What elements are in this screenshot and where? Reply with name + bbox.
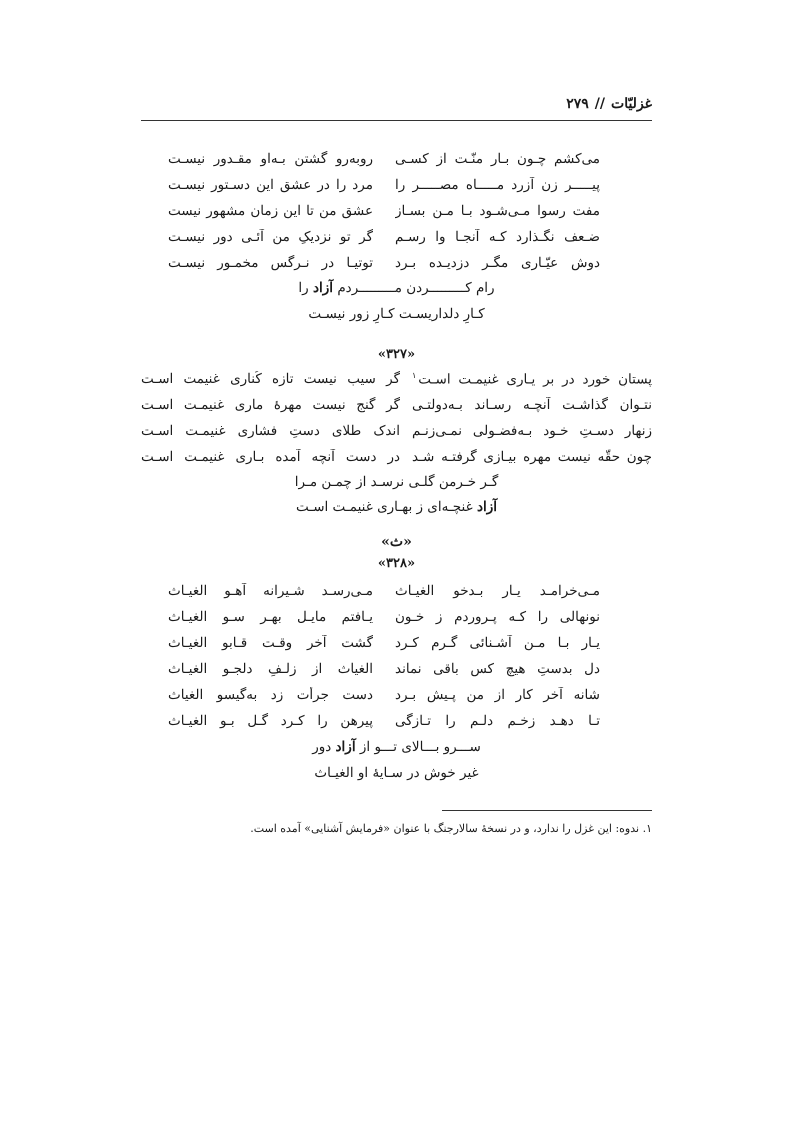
pen-name: آزاد bbox=[312, 280, 334, 296]
header-separator: // bbox=[594, 96, 606, 112]
header-title: غزلیّات bbox=[611, 96, 652, 112]
closing-text: دور bbox=[312, 739, 336, 755]
hemistich-right: ضـعف نگـذارد کـه آنجـا وا رسـم bbox=[395, 229, 600, 245]
couplet bbox=[168, 630, 600, 656]
running-header bbox=[141, 96, 652, 112]
couplet bbox=[141, 444, 652, 470]
hemistich-right: نتـوان گذاشـت آنچـه رسـاند بـه‌دولتـی bbox=[412, 397, 652, 413]
hemistich-right: شانه آخر کار از من پـیش بـرد bbox=[395, 687, 600, 703]
hemistich-left: گر گنج نیست مهرهٔ ماری غنیمـت اسـت bbox=[141, 397, 400, 413]
closing-text: غنچـه‌ای ز بهـاری غنیمـت اسـت bbox=[295, 499, 477, 515]
hemistich-left: مـی‌رسـد شـیرانه آهـو الغیـاث bbox=[168, 583, 373, 599]
hemistich-text: پستانِ خورد در بر یـاری غنیمـت اسـت bbox=[418, 371, 652, 388]
hemistich-left: گر سیب نیست تازه کُناری غنیمت اسـت bbox=[141, 371, 400, 387]
poem-number: «۳۲۸» bbox=[377, 556, 416, 571]
couplet bbox=[168, 172, 600, 198]
hemistich-left: اندک طلای دستِ فشاری غنیمـت اسـت bbox=[141, 423, 400, 439]
closing-hemistich bbox=[0, 739, 793, 755]
hemistich-left: مرد را در عشق این دسـتور نیسـت bbox=[168, 177, 373, 193]
closing-hemistich: غیر خوش در سـایهٔ او الغیـاث bbox=[314, 765, 479, 781]
closing-hemistich: گـر خـرمن گلـی نرسـد از چمـن مـرا bbox=[294, 474, 499, 490]
page-number: ۲۷۹ bbox=[566, 96, 589, 112]
footnote-rule bbox=[442, 810, 652, 811]
closing-text: را bbox=[298, 280, 313, 296]
closing-hemistich bbox=[0, 280, 793, 296]
couplet bbox=[141, 366, 652, 392]
pen-name: آزاد bbox=[335, 739, 356, 755]
hemistich-right: می‌کشم چـون بـار منّـت از کسـی bbox=[395, 151, 600, 167]
couplet bbox=[168, 250, 600, 276]
hemistich-left: عشق من تا این زمان مشهور نیست bbox=[168, 203, 373, 219]
couplet bbox=[141, 418, 652, 444]
hemistich-right: دوش عیّـاری مگـر دزدیـده بـرد bbox=[395, 255, 600, 271]
couplet bbox=[168, 682, 600, 708]
hemistich-left: دست جرأت زد به‌گیسو الغیاث bbox=[168, 687, 373, 703]
hemistich-left: یـافتم مایـل بهـر سـو الغیـاث bbox=[168, 609, 373, 625]
hemistich-left: گشت آخر وقـت قـابو الغیـاث bbox=[168, 635, 373, 651]
couplet bbox=[168, 146, 600, 172]
closing-hemistich bbox=[0, 499, 793, 515]
hemistich-left: در دست آنچه آمده بـاری غنیمـت اسـت bbox=[141, 449, 400, 465]
hemistich-right: پیـــــر زن آزرد مـــــاه مصـــــر را bbox=[395, 177, 600, 193]
couplet bbox=[141, 392, 652, 418]
header-rule bbox=[141, 120, 652, 121]
hemistich-left: گر تو نزدیکِ من آئـی دور نیسـت bbox=[168, 229, 373, 245]
couplet bbox=[168, 656, 600, 682]
hemistich-right: یـار بـا مـن آشـنائی گـرم کـرد bbox=[395, 635, 600, 651]
footnote-mark: ۱ bbox=[412, 370, 417, 380]
couplet bbox=[168, 198, 600, 224]
hemistich-left: پیرهن را کـرد گـل بـو الغیـاث bbox=[168, 713, 373, 729]
couplet bbox=[168, 604, 600, 630]
section-letter: «ث» bbox=[381, 534, 412, 550]
hemistich-right bbox=[412, 371, 652, 388]
hemistich-right: مفت رسوا مـی‌شـود بـا مـن بسـاز bbox=[395, 203, 600, 219]
couplet bbox=[168, 578, 600, 604]
hemistich-right: چون حقّه نیست مهره بیـازی گرفتـه شـد bbox=[412, 449, 652, 465]
hemistich-right: دل بدستِ هیچ کس باقی نماند bbox=[395, 661, 600, 677]
hemistich-right: تـا دهـد زخـم دلـم را تـازگی bbox=[395, 713, 600, 729]
footnote: ۱. ندوه: این غزل را ندارد، و در نسخهٔ سالارجنگ با عنوان «فرمایش آشنایی» آمده است. bbox=[250, 822, 652, 835]
hemistich-right: زنهار دسـتِ خـود بـه‌فضـولی نمـی‌زنـم bbox=[412, 423, 652, 439]
pen-name: آزاد bbox=[476, 499, 497, 515]
hemistich-left: الغیاث از زلـفِ دلجـو الغیـاث bbox=[168, 661, 373, 677]
couplet bbox=[168, 224, 600, 250]
poem-number: «۳۲۷» bbox=[377, 347, 416, 362]
hemistich-left: روبه‌رو گشتن بـه‌او مقـدور نیسـت bbox=[168, 151, 373, 167]
closing-text: رام کـــــــــردن مـــــــــردم bbox=[333, 280, 495, 296]
closing-text: ســـرو بـــالای تـــو از bbox=[355, 739, 481, 755]
hemistich-right: نونهالی را کـه پـروردم ز خـون bbox=[395, 609, 600, 625]
couplet bbox=[168, 708, 600, 734]
hemistich-left: توتیـا در نـرگس مخمـور نیسـت bbox=[168, 255, 373, 271]
closing-hemistich: کـارِ دلداریسـت کـارِ زور نیسـت bbox=[308, 306, 485, 322]
hemistich-right: مـی‌خرامـد یـار بـدخو الغیـاث bbox=[395, 583, 600, 599]
